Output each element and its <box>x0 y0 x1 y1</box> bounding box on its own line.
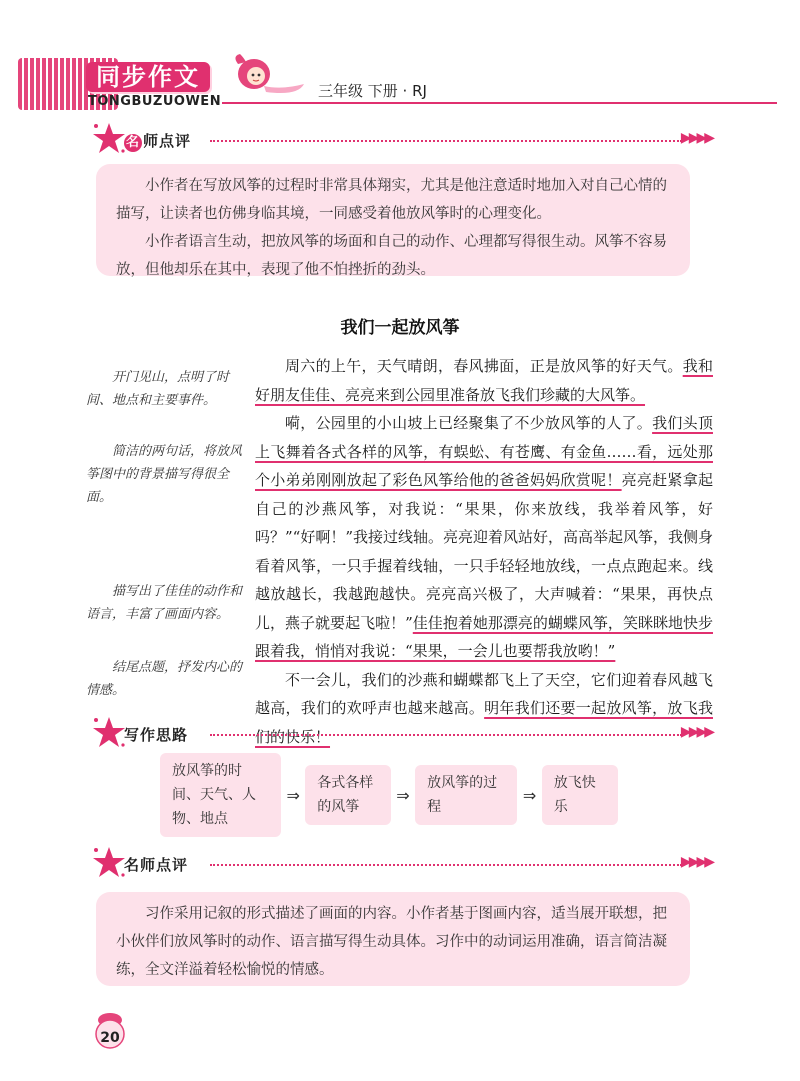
writing-thinking-heading <box>92 722 712 748</box>
dotted-rule <box>210 864 682 866</box>
margin-note: 描写出了佳佳的动作和语言，丰富了画面内容。 <box>86 584 243 622</box>
teacher-review-heading-2 <box>92 852 712 878</box>
essay-title: 我们一起放风筝 <box>340 318 460 338</box>
grade-label: 三年级 下册 · RJ <box>318 82 427 100</box>
cartoon-girl-icon <box>224 52 310 104</box>
flow-step: 放飞快乐 <box>542 765 618 825</box>
essay-sentence: 嗬，公园里的小山坡上已经聚集了不少放风筝的人了。 <box>285 414 653 432</box>
underlined-sentence: 明年我们还要一起放风筝，放飞我们的快乐！ <box>255 699 713 746</box>
review-paragraph: 习作采用记叙的形式描述了画面的内容。小作者基于图画内容，适当展开联想，把小伙伴们放风筝时的动作、语言描写得生动具体。习作中的动词运用准确，语言简洁凝练，全文洋溢着轻松愉悦的情感。 <box>116 906 667 978</box>
teacher-review-box <box>96 164 690 276</box>
teacher-review-heading <box>92 128 712 154</box>
double-arrow-icon: ⇒ <box>396 785 410 805</box>
teacher-review-label-2: 名师点评 <box>124 856 189 874</box>
writing-flow-chart <box>160 764 618 826</box>
essay-paragraph <box>255 409 713 666</box>
teacher-review-box-2 <box>96 892 690 986</box>
review-paragraph: 小作者在写放风筝的过程时非常具体翔实，尤其是他注意适时地加入对自己心情的描写，让读者也仿佛身临其境，一同感受着他放风筝时的心理变化。 <box>116 178 667 222</box>
writing-thinking-label: 写作思路 <box>124 726 189 744</box>
margin-note: 开门见山，点明了时间、地点和主要事件。 <box>86 370 230 408</box>
teacher-review-label: 名 师点评 <box>125 132 192 150</box>
essay-paragraph <box>255 352 713 409</box>
underlined-sentence: 我和好朋友佳佳、亮亮来到公园里准备放飞我们珍藏的大风筝。 <box>255 357 713 404</box>
dotted-rule <box>210 140 682 142</box>
chevrons-right-icon: ▶▶▶▶ <box>680 130 712 146</box>
chevrons-right-icon: ▶▶▶▶ <box>680 724 712 740</box>
flow-step: 放风筝的时间、天气、人物、地点 <box>160 753 281 837</box>
double-arrow-icon: ⇒ <box>522 785 537 805</box>
essay-sentence: 周六的上午，天气晴朗，春风拂面，正是放风筝的好天气。 <box>285 357 683 375</box>
underlined-sentence: 佳佳抱着她那漂亮的蝴蝶风筝，笑眯眯地快步跟着我，悄悄对我说：“果果，一会儿也要帮我放哟！” <box>255 613 713 660</box>
dotted-rule <box>210 734 682 736</box>
series-pinyin: TONGBUZUOWEN <box>88 94 222 109</box>
margin-note: 结尾点题，抒发内心的情感。 <box>86 660 243 698</box>
double-arrow-icon: ⇒ <box>286 785 300 805</box>
margin-note: 简洁的两句话，将放风筝图中的背景描写得很全面。 <box>86 444 243 505</box>
essay-sentence: 不一会儿，我们的沙燕和蝴蝶都飞上了天空，它们迎着春风越飞越高，我们的欢呼声也越来越高。 <box>255 670 713 717</box>
essay-body <box>255 352 713 751</box>
essay-sentence: 亮亮赶紧拿起自己的沙燕风筝，对我说：“果果，你来放线，我举着风筝，好吗？”“好啊！”我接过线轴。亮亮迎着风站好，高高举起风筝，我侧身看着风筝，一只手握着线轴，一只手轻轻地放线，一点点跑起来。线越放越长，我越跑越快。亮亮高兴极了，大声喊着：“果果，再快点儿，燕子就要起飞啦！” <box>255 471 714 632</box>
chevrons-right-icon: ▶▶▶▶ <box>680 854 712 870</box>
flow-step: 放风筝的过程 <box>415 765 517 825</box>
label-char: 名 <box>125 135 140 150</box>
series-title: 同步作文 <box>86 62 210 92</box>
underlined-sentence: 我们头顶上飞舞着各式各样的风筝，有蜈蚣、有苍鹰、有金鱼……看，远处那个小弟弟刚刚放起了彩色风筝给他的爸爸妈妈欣赏呢！ <box>255 414 713 489</box>
review-paragraph: 小作者语言生动，把放风筝的场面和自己的动作、心理都写得很生动。风筝不容易放，但他却乐在其中，表现了他不怕挫折的劲头。 <box>116 234 667 278</box>
page-number: 20 <box>100 1030 120 1046</box>
flow-step: 各式各样的风筝 <box>305 765 391 825</box>
